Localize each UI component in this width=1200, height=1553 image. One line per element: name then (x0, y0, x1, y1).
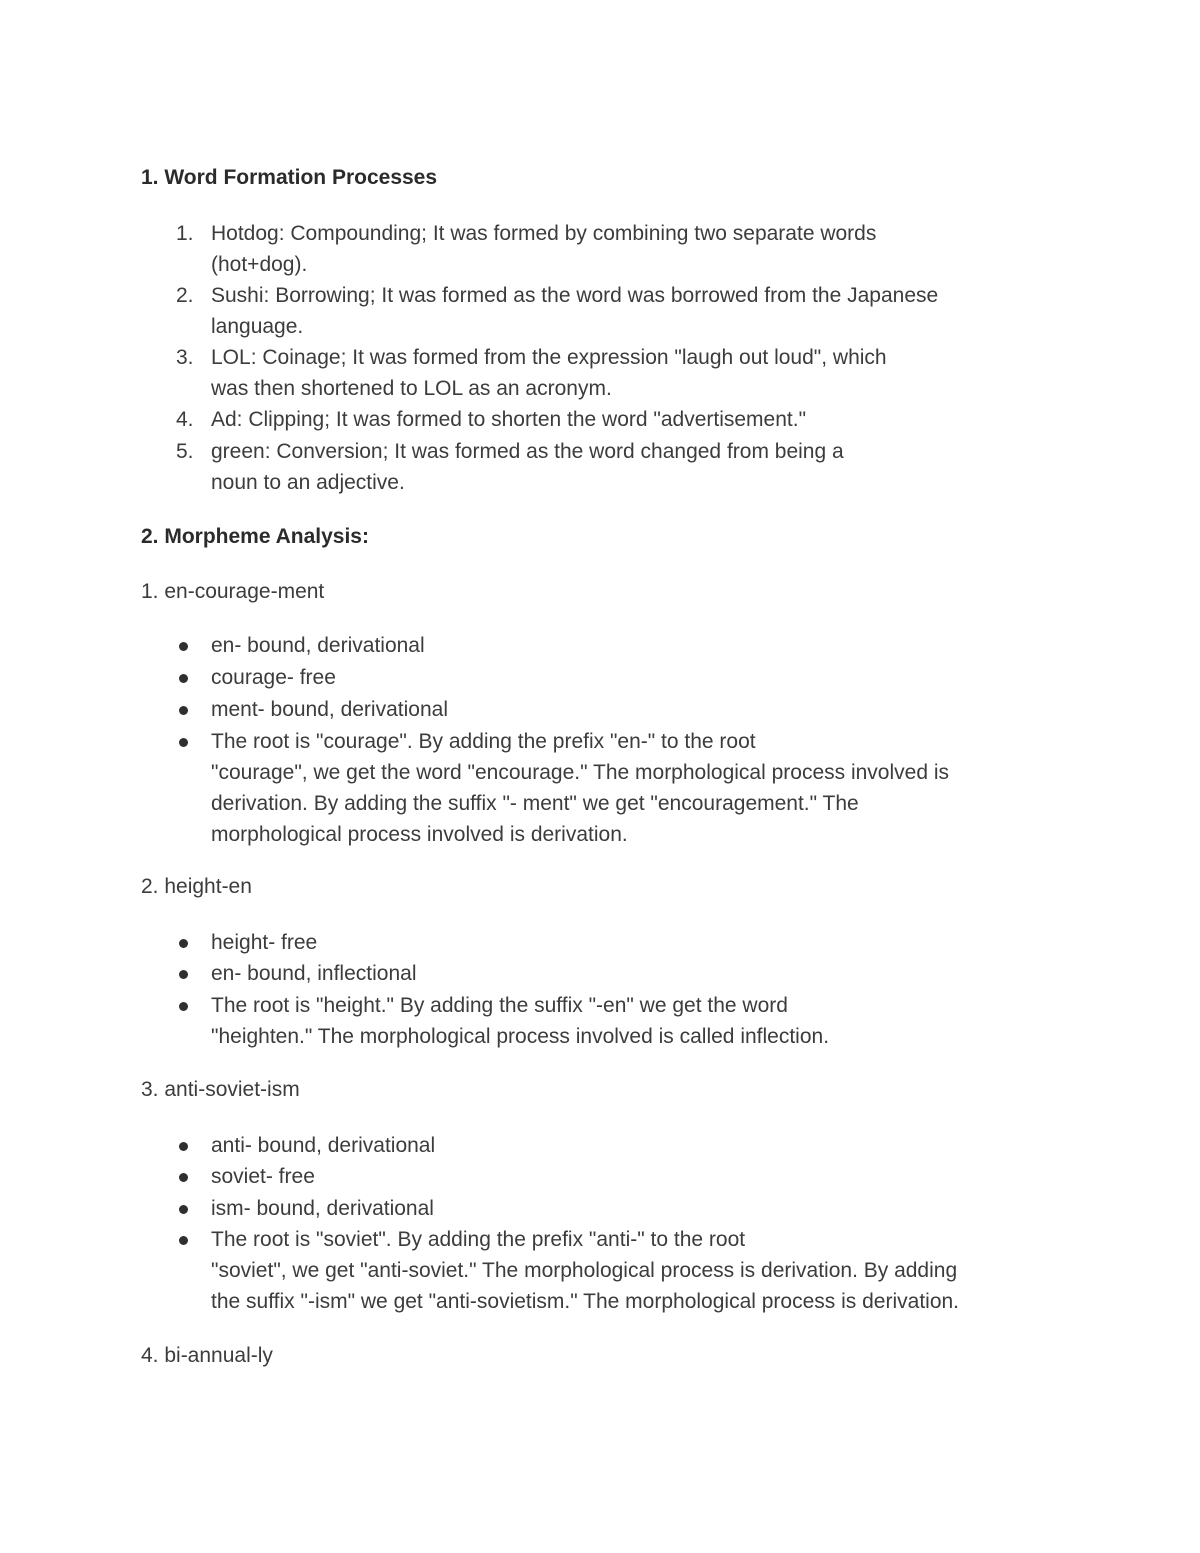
list-item-text: ism- bound, derivational (211, 1197, 434, 1220)
list-number: 2. (176, 284, 194, 307)
list-item-text: Ad: Clipping; It was formed to shorten the word "advertisement." (211, 408, 807, 431)
list-item-text: anti- bound, derivational (211, 1134, 436, 1157)
list-item-text: The root is "courage". By adding the prefix "en-" to the root "courage", we get the word "encourage." The morphological process involved is derivation. By adding the suffix "- ment" we get "encouragement." The morphological process involved is derivation. (211, 730, 950, 846)
list-item-text: Sushi: Borrowing; It was formed as the word was borrowed from the Japanese language. (211, 284, 939, 338)
list-item-text: green: Conversion; It was formed as the word changed from being a noun to an adjective. (211, 440, 844, 494)
list-item-text: The root is "soviet". By adding the prefix "anti-" to the root "soviet", we get "anti-soviet." The morphological process is derivation. By adding the suffix "-ism" we get "anti-sovietism." The morphological process is derivation. (211, 1228, 960, 1313)
bullet-icon (179, 939, 188, 948)
list-item-text: en- bound, derivational (211, 634, 425, 657)
list-item-text: height- free (211, 931, 318, 954)
word-label: 3. anti-soviet-ism (141, 1078, 300, 1101)
list-number: 4. (176, 408, 194, 431)
list-item-text: LOL: Coinage; It was formed from the expression "laugh out loud", which was then shortened to LOL as an acronym. (211, 346, 887, 400)
bullet-icon (179, 1205, 188, 1214)
list-item-text: courage- free (211, 666, 336, 689)
list-item-text: The root is "height." By adding the suffix "-en" we get the word "heighten." The morphological process involved is called inflection. (211, 994, 830, 1048)
list-item-text: en- bound, inflectional (211, 962, 417, 985)
list-number: 5. (176, 440, 194, 463)
section-heading-morpheme-analysis: 2. Morpheme Analysis: (141, 525, 369, 548)
bullet-icon (179, 1173, 188, 1182)
list-item-text: soviet- free (211, 1165, 315, 1188)
bullet-icon (179, 738, 188, 747)
bullet-icon (179, 642, 188, 651)
word-label: 4. bi-annual-ly (141, 1344, 273, 1367)
section-heading-word-formation: 1. Word Formation Processes (141, 166, 438, 189)
bullet-icon (179, 1002, 188, 1011)
bullet-icon (179, 1142, 188, 1151)
list-number: 3. (176, 346, 194, 369)
bullet-icon (179, 674, 188, 683)
bullet-icon (179, 1236, 188, 1245)
list-item-text: ment- bound, derivational (211, 698, 448, 721)
word-label: 2. height-en (141, 875, 252, 898)
list-number: 1. (176, 222, 194, 245)
bullet-icon (179, 970, 188, 979)
list-item-text: Hotdog: Compounding; It was formed by combining two separate words (hot+dog). (211, 222, 877, 276)
bullet-icon (179, 706, 188, 715)
word-label: 1. en-courage-ment (141, 580, 325, 603)
